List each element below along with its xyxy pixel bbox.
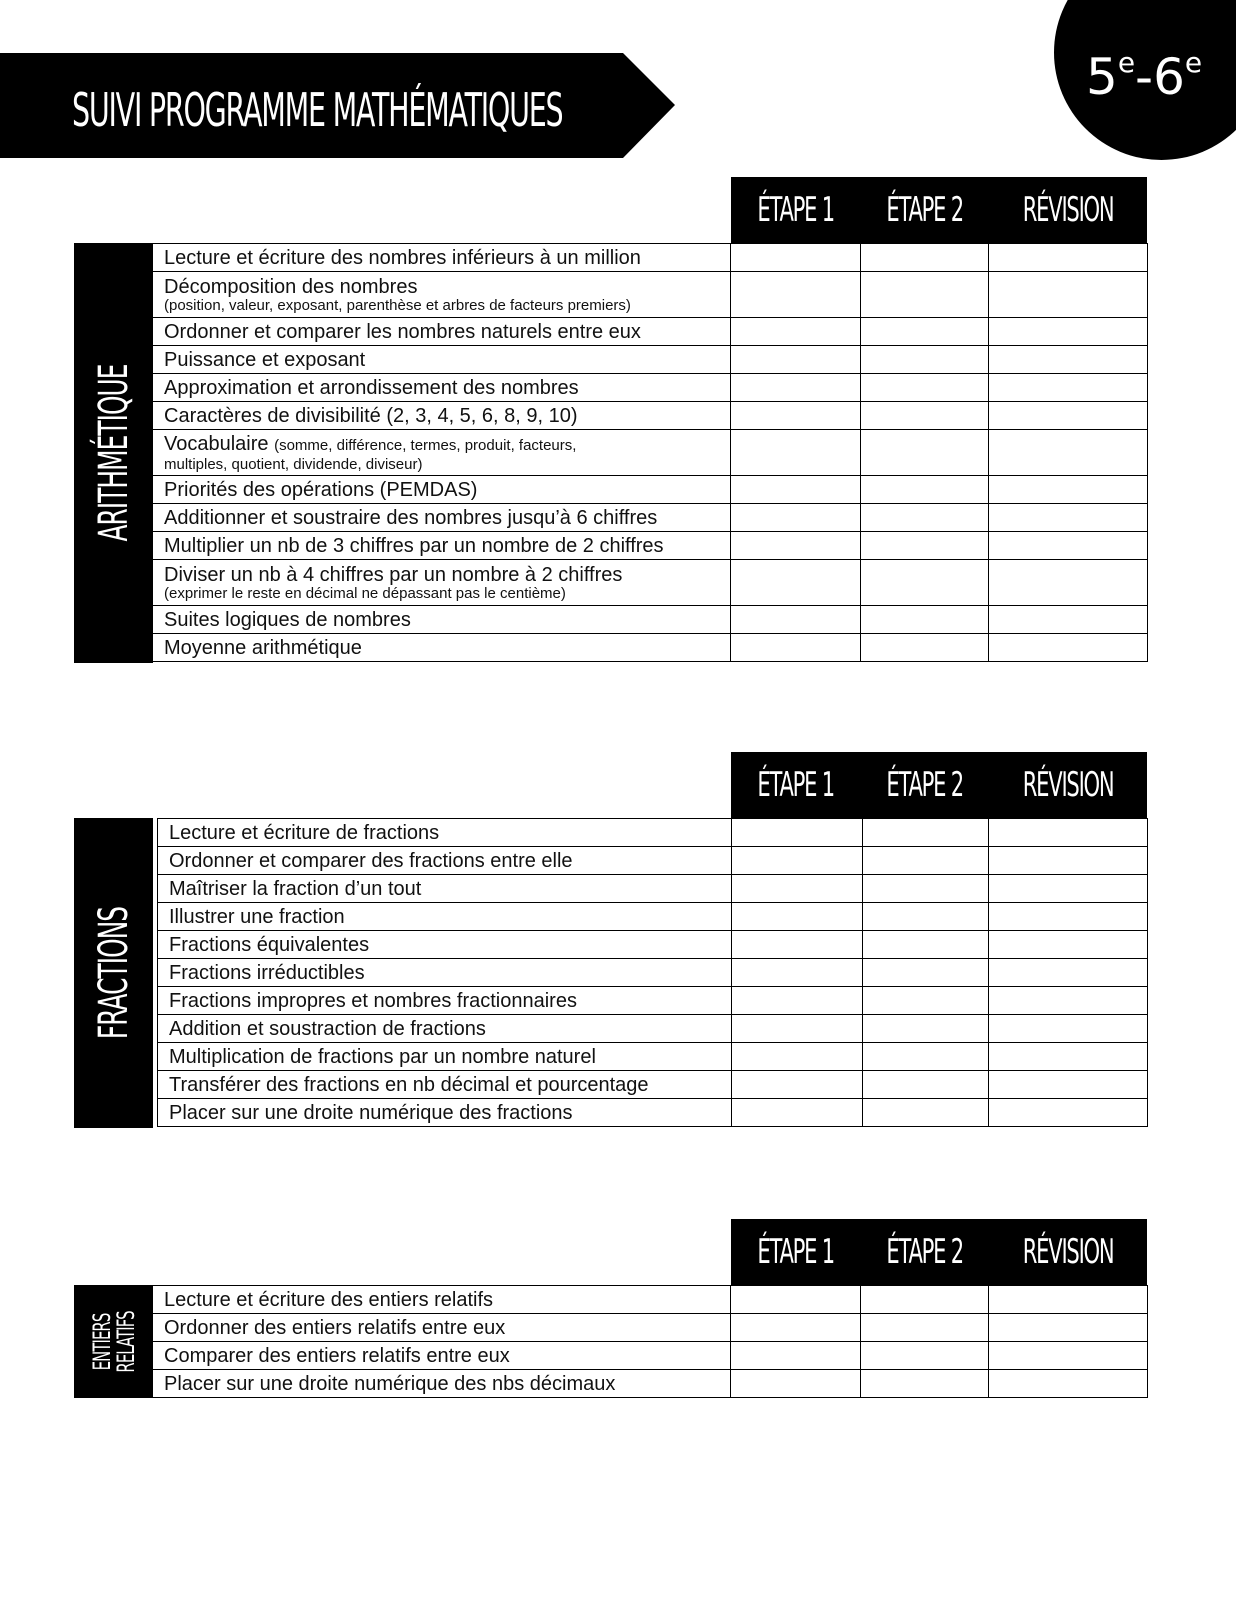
- row-label: Diviser un nb à 4 chiffres par un nombre à 2 chiffres (exprimer le reste en décimal ne dépassant pas le centième): [153, 560, 731, 606]
- check-cell[interactable]: [861, 346, 989, 374]
- check-cell[interactable]: [863, 847, 989, 875]
- row-label: Placer sur une droite numérique des nbs décimaux: [153, 1370, 731, 1398]
- check-cell[interactable]: [989, 272, 1148, 318]
- check-cell[interactable]: [861, 634, 989, 662]
- check-cell[interactable]: [863, 819, 989, 847]
- category-label: ENTIERS RELATIFS: [87, 1310, 140, 1373]
- check-cell[interactable]: [732, 931, 863, 959]
- table-row: [153, 1370, 1148, 1398]
- check-cell[interactable]: [863, 1015, 989, 1043]
- row-label: Suites logiques de nombres: [153, 606, 731, 634]
- check-cell[interactable]: [863, 931, 989, 959]
- check-cell[interactable]: [989, 1286, 1148, 1314]
- check-cell[interactable]: [989, 318, 1148, 346]
- table-row: [158, 987, 1148, 1015]
- col-etape-1: ÉTAPE 1: [757, 1232, 835, 1272]
- row-label: Priorités des opérations (PEMDAS): [153, 476, 731, 504]
- check-cell[interactable]: [732, 959, 863, 987]
- check-cell[interactable]: [989, 931, 1148, 959]
- table-row: [153, 430, 1148, 476]
- check-cell[interactable]: [863, 875, 989, 903]
- row-label: Caractères de divisibilité (2, 3, 4, 5, 6, 8, 9, 10): [153, 402, 731, 430]
- check-cell[interactable]: [861, 402, 989, 430]
- row-label: Puissance et exposant: [153, 346, 731, 374]
- col-etape-2: ÉTAPE 2: [886, 765, 964, 805]
- table-row: [153, 606, 1148, 634]
- check-cell[interactable]: [989, 1015, 1148, 1043]
- check-cell[interactable]: [989, 504, 1148, 532]
- section-entiers-relatifs: [0, 1219, 1236, 1399]
- section-fractions: [0, 752, 1236, 1132]
- check-cell[interactable]: [731, 504, 861, 532]
- check-cell[interactable]: [989, 1071, 1148, 1099]
- table-row: [158, 931, 1148, 959]
- check-cell[interactable]: [731, 1314, 861, 1342]
- table-row: [153, 532, 1148, 560]
- check-cell[interactable]: [989, 476, 1148, 504]
- check-cell[interactable]: [731, 430, 861, 476]
- stage-header: [731, 1219, 1147, 1286]
- check-cell[interactable]: [732, 987, 863, 1015]
- checklist-table: [152, 243, 1148, 662]
- check-cell[interactable]: [861, 532, 989, 560]
- row-label: Transférer des fractions en nb décimal et pourcentage: [158, 1071, 732, 1099]
- table-row: [153, 634, 1148, 662]
- check-cell[interactable]: [989, 1342, 1148, 1370]
- check-cell[interactable]: [861, 272, 989, 318]
- check-cell[interactable]: [861, 430, 989, 476]
- check-cell[interactable]: [989, 987, 1148, 1015]
- check-cell[interactable]: [732, 1071, 863, 1099]
- row-label: Placer sur une droite numérique des fractions: [158, 1099, 732, 1127]
- check-cell[interactable]: [863, 1043, 989, 1071]
- category-band: [74, 1285, 153, 1398]
- check-cell[interactable]: [989, 1370, 1148, 1398]
- row-label: Illustrer une fraction: [158, 903, 732, 931]
- row-label: Lecture et écriture des nombres inférieurs à un million: [153, 244, 731, 272]
- row-label: Addition et soustraction de fractions: [158, 1015, 732, 1043]
- grade-a: 5: [1086, 48, 1118, 106]
- row-label: Ordonner et comparer des fractions entre elle: [158, 847, 732, 875]
- table-row: [153, 402, 1148, 430]
- check-cell[interactable]: [989, 1314, 1148, 1342]
- row-label: Ordonner des entiers relatifs entre eux: [153, 1314, 731, 1342]
- check-cell[interactable]: [731, 1286, 861, 1314]
- check-cell[interactable]: [861, 606, 989, 634]
- check-cell[interactable]: [731, 634, 861, 662]
- check-cell[interactable]: [989, 1099, 1148, 1127]
- check-cell[interactable]: [731, 272, 861, 318]
- col-etape-1: ÉTAPE 1: [757, 190, 835, 230]
- check-cell[interactable]: [731, 1342, 861, 1370]
- row-label: Approximation et arrondissement des nombres: [153, 374, 731, 402]
- check-cell[interactable]: [732, 819, 863, 847]
- check-cell[interactable]: [989, 374, 1148, 402]
- check-cell[interactable]: [863, 903, 989, 931]
- check-cell[interactable]: [989, 430, 1148, 476]
- section-arithmetique: [0, 177, 1236, 663]
- check-cell[interactable]: [731, 476, 861, 504]
- grade-b-sup: e: [1184, 46, 1203, 79]
- table-row: [153, 1314, 1148, 1342]
- check-cell[interactable]: [863, 1099, 989, 1127]
- check-cell[interactable]: [731, 532, 861, 560]
- row-label: Fractions équivalentes: [158, 931, 732, 959]
- table-row: [158, 959, 1148, 987]
- category-label: FRACTIONS: [90, 906, 137, 1040]
- check-cell[interactable]: [989, 819, 1148, 847]
- table-row: [158, 1015, 1148, 1043]
- check-cell[interactable]: [989, 346, 1148, 374]
- check-cell[interactable]: [731, 346, 861, 374]
- col-etape-2: ÉTAPE 2: [886, 190, 964, 230]
- row-label: Moyenne arithmétique: [153, 634, 731, 662]
- table-row: [153, 560, 1148, 606]
- check-cell[interactable]: [863, 987, 989, 1015]
- table-row: [153, 346, 1148, 374]
- check-cell[interactable]: [989, 634, 1148, 662]
- check-cell[interactable]: [861, 476, 989, 504]
- check-cell[interactable]: [861, 504, 989, 532]
- check-cell[interactable]: [989, 1043, 1148, 1071]
- stage-header: [731, 752, 1147, 819]
- check-cell[interactable]: [989, 847, 1148, 875]
- row-label: Comparer des entiers relatifs entre eux: [153, 1342, 731, 1370]
- grade-a-sup: e: [1117, 46, 1136, 79]
- col-revision: RÉVISION: [1022, 765, 1114, 805]
- check-cell[interactable]: [731, 606, 861, 634]
- check-cell[interactable]: [731, 1370, 861, 1398]
- check-cell[interactable]: [861, 1314, 989, 1342]
- check-cell[interactable]: [731, 244, 861, 272]
- table-row: [158, 903, 1148, 931]
- table-row: [158, 1099, 1148, 1127]
- category-label: ARITHMÉTIQUE: [90, 364, 137, 542]
- check-cell[interactable]: [989, 959, 1148, 987]
- table-row: [158, 1071, 1148, 1099]
- row-label: Multiplier un nb de 3 chiffres par un nombre de 2 chiffres: [153, 532, 731, 560]
- table-row: [158, 875, 1148, 903]
- check-cell[interactable]: [861, 374, 989, 402]
- checklist-table: [152, 1285, 1148, 1398]
- checklist-table: [157, 818, 1148, 1127]
- row-label: Vocabulaire (somme, différence, termes, produit, facteurs, multiples, quotient, dividende, diviseur): [153, 430, 731, 476]
- row-label: Multiplication de fractions par un nombre naturel: [158, 1043, 732, 1071]
- table-row: [153, 272, 1148, 318]
- table-row: [153, 504, 1148, 532]
- col-revision: RÉVISION: [1022, 190, 1114, 230]
- check-cell[interactable]: [861, 318, 989, 346]
- check-cell[interactable]: [861, 1370, 989, 1398]
- category-band: [74, 243, 153, 663]
- check-cell[interactable]: [989, 402, 1148, 430]
- check-cell[interactable]: [989, 532, 1148, 560]
- check-cell[interactable]: [732, 1099, 863, 1127]
- col-revision: RÉVISION: [1022, 1232, 1114, 1272]
- check-cell[interactable]: [989, 903, 1148, 931]
- table-row: [153, 476, 1148, 504]
- check-cell[interactable]: [989, 560, 1148, 606]
- table-row: [158, 819, 1148, 847]
- check-cell[interactable]: [861, 560, 989, 606]
- row-label: Additionner et soustraire des nombres jusqu’à 6 chiffres: [153, 504, 731, 532]
- table-row: [158, 847, 1148, 875]
- row-label: Fractions irréductibles: [158, 959, 732, 987]
- check-cell[interactable]: [731, 318, 861, 346]
- check-cell[interactable]: [732, 847, 863, 875]
- check-cell[interactable]: [731, 560, 861, 606]
- check-cell[interactable]: [732, 875, 863, 903]
- row-label: Ordonner et comparer les nombres naturels entre eux: [153, 318, 731, 346]
- table-row: [153, 1286, 1148, 1314]
- check-cell[interactable]: [861, 244, 989, 272]
- table-row: [153, 244, 1148, 272]
- table-row: [153, 374, 1148, 402]
- check-cell[interactable]: [989, 606, 1148, 634]
- grade-b: 6: [1153, 48, 1185, 106]
- col-etape-2: ÉTAPE 2: [886, 1232, 964, 1272]
- check-cell[interactable]: [989, 875, 1148, 903]
- page-title: SUIVI PROGRAMME MATHÉMATIQUES: [72, 83, 563, 137]
- row-label: Maîtriser la fraction d’un tout: [158, 875, 732, 903]
- table-row: [153, 1342, 1148, 1370]
- row-label: Décomposition des nombres (position, valeur, exposant, parenthèse et arbres de facteurs premiers): [153, 272, 731, 318]
- row-label: Fractions impropres et nombres fractionnaires: [158, 987, 732, 1015]
- check-cell[interactable]: [863, 959, 989, 987]
- table-row: [153, 318, 1148, 346]
- check-cell[interactable]: [861, 1342, 989, 1370]
- grade-sep: -: [1135, 48, 1154, 106]
- grade-label: [1086, 28, 1236, 106]
- col-etape-1: ÉTAPE 1: [757, 765, 835, 805]
- check-cell[interactable]: [989, 244, 1148, 272]
- category-band: [74, 818, 153, 1128]
- check-cell[interactable]: [861, 1286, 989, 1314]
- row-label: Lecture et écriture des entiers relatifs: [153, 1286, 731, 1314]
- check-cell[interactable]: [732, 1043, 863, 1071]
- stage-header: [731, 177, 1147, 244]
- table-row: [158, 1043, 1148, 1071]
- row-label: Lecture et écriture de fractions: [158, 819, 732, 847]
- check-cell[interactable]: [731, 374, 861, 402]
- check-cell[interactable]: [863, 1071, 989, 1099]
- check-cell[interactable]: [732, 903, 863, 931]
- check-cell[interactable]: [732, 1015, 863, 1043]
- check-cell[interactable]: [731, 402, 861, 430]
